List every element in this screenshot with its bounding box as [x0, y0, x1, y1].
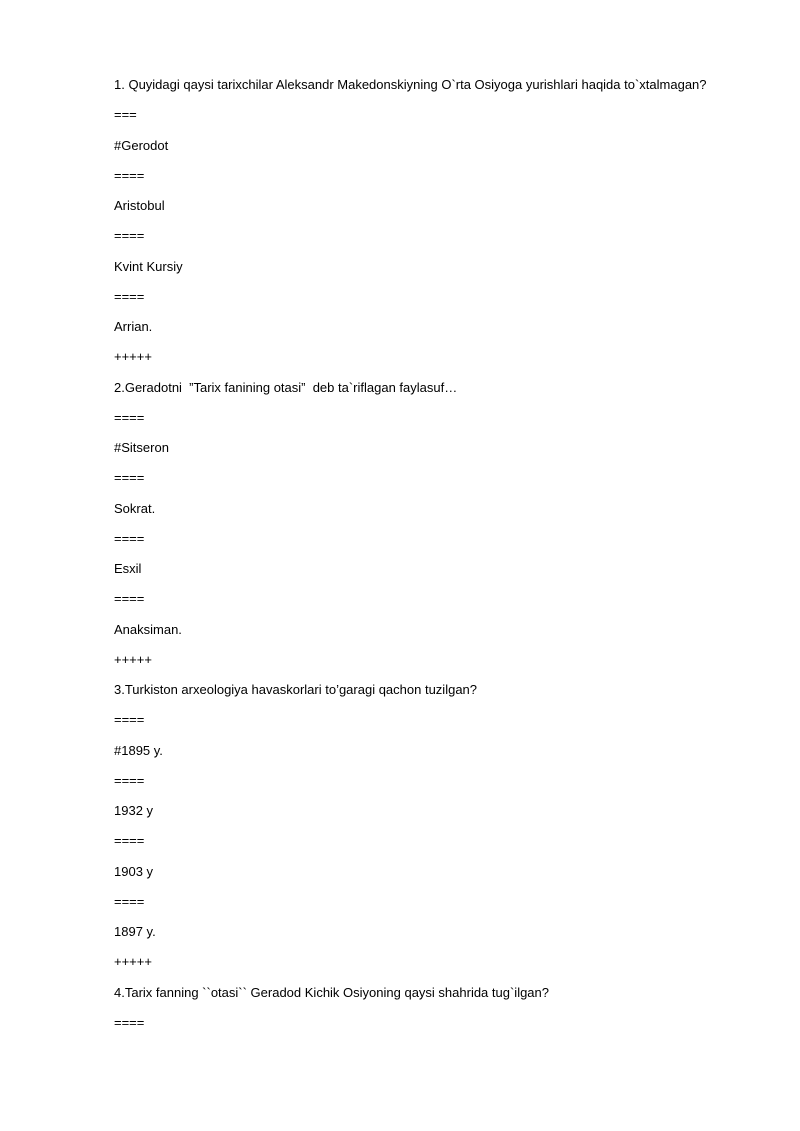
question-end-marker: +++++ [114, 651, 152, 667]
separator: ==== [114, 591, 145, 607]
separator: ==== [114, 470, 145, 486]
answer-option: Sokrat. [114, 500, 156, 516]
separator: ==== [114, 712, 145, 728]
answer-option: Anaksiman. [114, 621, 182, 637]
separator: === [114, 107, 137, 123]
separator: ==== [114, 288, 145, 304]
separator: ==== [114, 530, 145, 546]
separator: ==== [114, 228, 145, 244]
separator: ==== [114, 167, 145, 183]
answer-option: #Gerodot [114, 137, 169, 153]
answer-option: Aristobul [114, 198, 165, 213]
question-end-marker: +++++ [114, 349, 152, 365]
answer-option: Esxil [114, 561, 142, 576]
answer-option: #1895 y. [114, 742, 163, 758]
answer-option: Arrian. [114, 319, 153, 334]
separator: ==== [114, 409, 145, 425]
separator: ==== [114, 772, 145, 788]
separator: ==== [114, 893, 145, 909]
answer-option: #Sitseron [114, 440, 169, 455]
question-3-text: 3.Turkiston arxeologiya havaskorlari to’garagi qachon tuzilgan? [114, 682, 478, 697]
separator: ==== [114, 833, 145, 849]
answer-option: 1897 y. [114, 924, 156, 939]
separator: ==== [114, 1014, 145, 1030]
question-1-text: 1. Quyidagi qaysi tarixchilar Aleksandr Makedonskiyning O`rta Osiyoga yurishlari haqida to`xtalmagan? [114, 77, 707, 92]
document-body [114, 75, 754, 1043]
question-4-text: 4.Tarix fanning ``otasi`` Geradod Kichik Osiyoning qaysi shahrida tug`ilgan? [114, 984, 549, 1000]
question-end-marker: +++++ [114, 954, 152, 970]
question-2-text: 2.Geradotni ”Tarix fanining otasi” deb ta`riflagan faylasuf… [114, 379, 458, 395]
answer-option: 1932 y [114, 803, 154, 818]
answer-option: Kvint Kursiy [114, 258, 183, 274]
answer-option: 1903 y [114, 863, 154, 879]
